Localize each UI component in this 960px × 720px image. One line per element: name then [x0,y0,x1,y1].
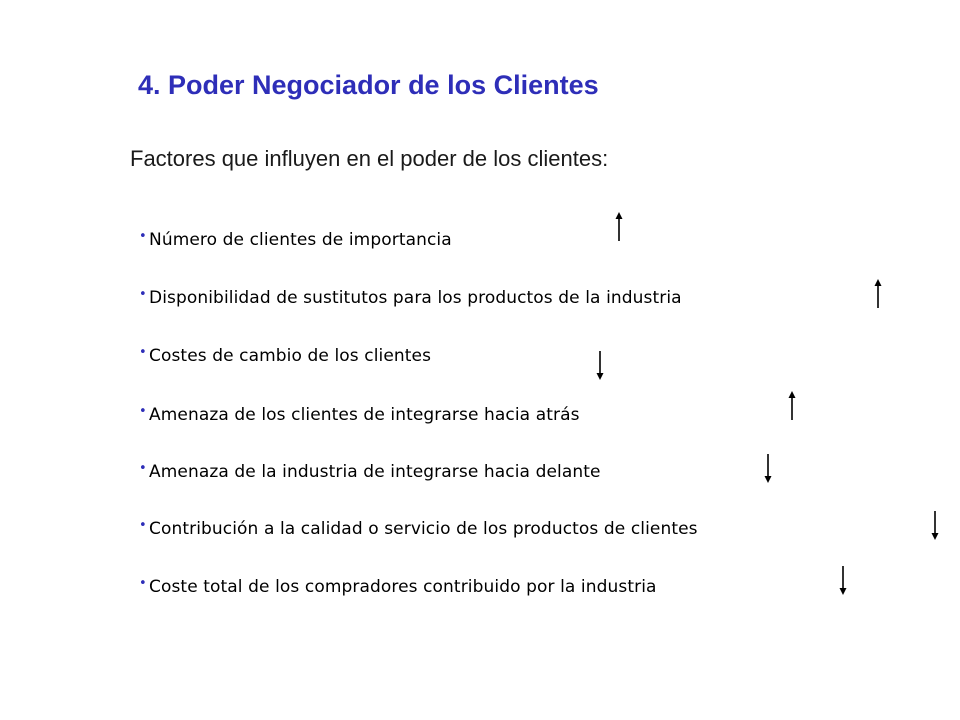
factor-label: Amenaza de la industria de integrarse hacia delante [149,462,601,482]
factor-label: Disponibilidad de sustitutos para los productos de la industria [149,288,682,308]
factor-item [139,229,452,250]
factor-item [139,404,580,425]
arrow-down-icon [929,510,941,540]
factor-label: Número de clientes de importancia [149,230,452,250]
factor-label: Contribución a la calidad o servicio de los productos de clientes [149,519,698,539]
bullet-icon: • [139,461,147,476]
arrow-up-icon [613,212,625,242]
arrow-down-icon [762,453,774,483]
factor-item [139,287,682,308]
arrow-down-icon [837,565,849,595]
factor-item [139,461,601,482]
arrow-up-icon [786,391,798,421]
bullet-icon: • [139,518,147,533]
factor-label: Coste total de los compradores contribuido por la industria [149,577,657,597]
slide-subtitle: Factores que influyen en el poder de los clientes: [130,146,609,171]
bullet-icon: • [139,345,147,360]
factor-label: Amenaza de los clientes de integrarse hacia atrás [149,405,580,425]
slide-title: 4. Poder Negociador de los Clientes [138,70,599,100]
factor-item [139,576,657,597]
arrow-up-icon [872,279,884,309]
factor-item [139,345,431,366]
factor-item [139,518,698,539]
arrow-down-icon [594,350,606,380]
bullet-icon: • [139,287,147,302]
factor-label: Costes de cambio de los clientes [149,346,432,366]
bullet-icon: • [139,404,147,419]
bullet-icon: • [139,229,147,244]
bullet-icon: • [139,576,147,591]
